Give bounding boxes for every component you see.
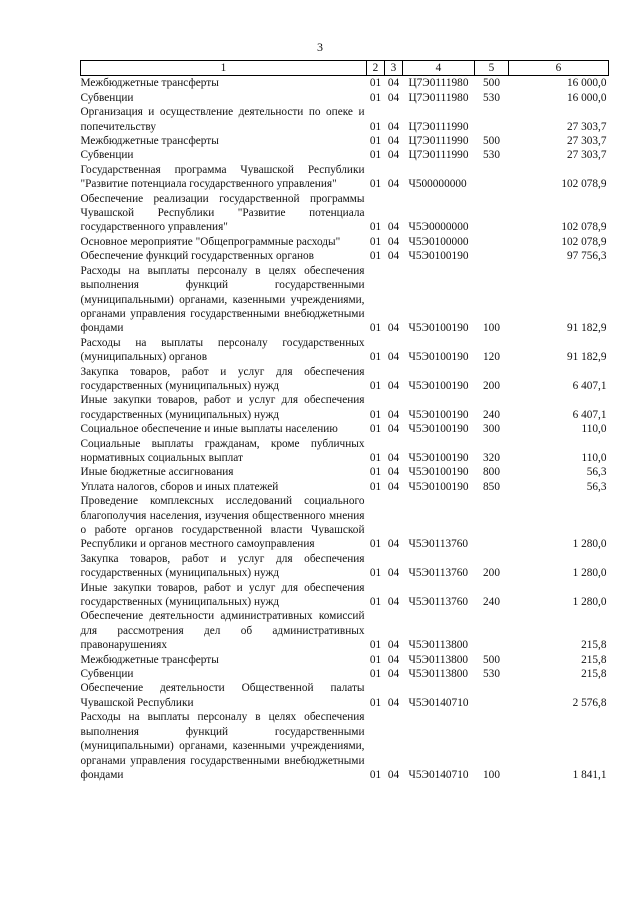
row-expense-type: 100 [483,768,500,781]
row-section: 01 [369,250,382,263]
table-row [81,494,609,552]
row-expense-type [475,163,509,192]
row-name: Субвенции [80,668,134,681]
table-row [81,581,609,610]
row-section: 01 [369,466,382,479]
table-row [81,609,609,652]
row-section: 01 [369,120,382,133]
row-amount: 2 576,8 [572,696,607,709]
row-target-code: Ч5Э0100190 [408,250,469,263]
row-name: Расходы на выплаты персоналу в целях обеспечения выполнения функций государственными (муниципальными) органами, казенными учреждениями, органами управления государственными внебюджетными фондами [80,711,365,781]
header-cell: 1 [81,61,367,76]
row-expense-type: 100 [483,322,500,335]
row-expense-type: 200 [483,379,500,392]
row-expense-type [475,609,509,652]
row-expense-type [475,249,509,263]
row-target-code: Ч5Э0100190 [408,451,469,464]
row-target-code: Ц7Э0111990 [408,149,469,162]
row-expense-type: 530 [483,91,500,104]
row-subsection: 04 [387,178,400,191]
row-name: Межбюджетные трансферты [80,135,219,148]
row-section: 01 [369,135,382,148]
row-amount: 16 000,0 [566,77,607,90]
row-section: 01 [369,567,382,580]
row-subsection: 04 [387,322,400,335]
row-subsection: 04 [387,149,400,162]
row-target-code: Ц7Э0111990 [408,120,469,133]
row-amount: 1 280,0 [572,567,607,580]
row-expense-type: 530 [483,149,500,162]
table-body [81,76,609,782]
row-amount: 27 303,7 [566,149,607,162]
row-target-code: Ц7Э0111980 [408,91,469,104]
row-expense-type: 850 [483,480,500,493]
row-section: 01 [369,696,382,709]
table-row [81,667,609,681]
header-cell: 5 [475,61,509,76]
row-section: 01 [369,653,382,666]
row-target-code: Ч5Э0100190 [408,351,469,364]
table-row [81,134,609,148]
table-row [81,336,609,365]
row-target-code: Ч5Э0100190 [408,480,469,493]
row-expense-type: 320 [483,451,500,464]
row-section: 01 [369,221,382,234]
page-number: 3 [317,40,323,54]
row-subsection: 04 [387,639,400,652]
table-row [81,480,609,494]
row-expense-type: 500 [483,135,500,148]
row-name: Обеспечение деятельности административных комиссий для рассмотрения дел об административных правонарушениях [80,610,365,652]
row-amount: 1 841,1 [572,768,607,781]
row-amount: 27 303,7 [566,120,607,133]
row-name: Государственная программа Чувашской Республики "Развитие потенциала государственного управления" [80,163,365,191]
table-row [81,552,609,581]
row-target-code: Ч500000000 [408,178,467,191]
table-row [81,465,609,479]
row-target-code: Ч5Э0000000 [408,221,469,234]
row-amount: 215,8 [581,653,607,666]
row-amount: 6 407,1 [572,379,607,392]
row-subsection: 04 [387,596,400,609]
row-name: Иные бюджетные ассигнования [80,466,234,479]
row-section: 01 [369,235,382,248]
row-subsection: 04 [387,221,400,234]
row-expense-type [475,192,509,235]
table-row [81,105,609,134]
row-name: Закупка товаров, работ и услуг для обеспечения государственных (муниципальных) нужд [80,365,365,392]
row-expense-type: 800 [483,466,500,479]
table-row [81,192,609,235]
row-target-code: Ч5Э0113800 [408,639,469,652]
row-section: 01 [369,351,382,364]
row-subsection: 04 [387,423,400,436]
row-subsection: 04 [387,135,400,148]
row-name: Организация и осуществление деятельности по опеке и попечительству [80,106,365,133]
row-section: 01 [369,480,382,493]
row-section: 01 [369,149,382,162]
row-target-code: Ч5Э0100190 [408,379,469,392]
table-row [81,422,609,436]
row-name: Иные закупки товаров, работ и услуг для обеспечения государственных (муниципальных) нужд [80,581,365,609]
header-row [81,61,609,76]
row-name: Социальное обеспечение и иные выплаты населению [80,423,338,436]
row-amount: 110,0 [581,423,607,436]
budget-table [80,60,609,782]
row-target-code: Ч5Э0113760 [408,596,469,609]
row-subsection: 04 [387,351,400,364]
row-section: 01 [369,768,382,781]
row-target-code: Ц7Э0111980 [408,77,469,90]
table-row [81,681,609,710]
row-expense-type: 500 [483,653,500,666]
table-row [81,148,609,162]
row-expense-type: 500 [483,77,500,90]
row-subsection: 04 [387,408,400,421]
row-name: Основное мероприятие "Общепрограммные расходы" [80,235,341,248]
row-name: Социальные выплаты гражданам, кроме публичных нормативных социальных выплат [80,437,365,464]
row-target-code: Ч5Э0100190 [408,408,469,421]
row-name: Закупка товаров, работ и услуг для обеспечения государственных (муниципальных) нужд [80,552,365,580]
row-amount: 91 182,9 [566,322,607,335]
row-target-code: Ч5Э0113800 [408,668,469,681]
row-subsection: 04 [387,379,400,392]
row-amount: 1 280,0 [572,538,607,551]
row-section: 01 [369,379,382,392]
row-target-code: Ч5Э0140710 [408,696,469,709]
row-target-code: Ч5Э0140710 [408,768,469,781]
row-name: Иные закупки товаров, работ и услуг для обеспечения государственных (муниципальных) нужд [80,394,365,421]
row-expense-type [475,681,509,710]
row-subsection: 04 [387,451,400,464]
row-name: Проведение комплексных исследований социального благополучия населения, изучения общественного мнения о работе органов государственной власти Чувашской Республики и органов местного самоуправления [80,495,365,551]
row-target-code: Ч5Э0100190 [408,466,469,479]
row-target-code: Ц7Э0111990 [408,135,469,148]
row-expense-type [475,105,509,134]
row-subsection: 04 [387,77,400,90]
row-subsection: 04 [387,250,400,263]
row-amount: 102 078,9 [561,178,607,191]
row-amount: 102 078,9 [561,221,607,234]
row-section: 01 [369,77,382,90]
row-expense-type [475,494,509,552]
row-subsection: 04 [387,768,400,781]
row-subsection: 04 [387,466,400,479]
row-expense-type: 300 [483,423,500,436]
row-section: 01 [369,178,382,191]
row-amount: 6 407,1 [572,408,607,421]
row-section: 01 [369,639,382,652]
row-subsection: 04 [387,538,400,551]
row-section: 01 [369,91,382,104]
row-section: 01 [369,451,382,464]
table-row [81,710,609,782]
row-target-code: Ч5Э0100190 [408,322,469,335]
row-amount: 215,8 [581,639,607,652]
row-name: Расходы на выплаты персоналу в целях обеспечения выполнения функций государственными (муниципальными) органами, казенными учреждениями, органами управления государственными внебюджетными фондами [80,264,365,335]
row-expense-type: 240 [483,408,500,421]
row-name: Уплата налогов, сборов и иных платежей [80,480,279,493]
row-expense-type: 530 [483,668,500,681]
row-name: Обеспечение реализации государственной программы Чувашской Республики "Развитие потенциала государственного управления" [80,192,365,234]
row-name: Межбюджетные трансферты [80,77,219,90]
row-subsection: 04 [387,653,400,666]
row-amount: 97 756,3 [566,250,607,263]
row-target-code: Ч5Э0100000 [408,235,469,248]
row-subsection: 04 [387,668,400,681]
row-name: Расходы на выплаты персоналу государственных (муниципальных) органов [80,336,365,364]
row-amount: 215,8 [581,668,607,681]
row-amount: 102 078,9 [561,235,607,248]
table-row [81,91,609,105]
row-target-code: Ч5Э0113800 [408,653,469,666]
row-expense-type: 200 [483,567,500,580]
row-subsection: 04 [387,91,400,104]
table-row [81,437,609,466]
row-amount: 27 303,7 [566,135,607,148]
table-row [81,249,609,263]
row-amount: 91 182,9 [566,351,607,364]
table-row [81,264,609,336]
row-name: Межбюджетные трансферты [80,653,219,666]
row-target-code: Ч5Э0113760 [408,538,469,551]
row-subsection: 04 [387,696,400,709]
row-amount: 110,0 [581,451,607,464]
header-cell: 4 [403,61,475,76]
row-target-code: Ч5Э0100190 [408,423,469,436]
table-row [81,163,609,192]
header-cell: 6 [509,61,609,76]
row-amount: 56,3 [586,466,607,479]
row-amount: 16 000,0 [566,91,607,104]
row-name: Обеспечение функций государственных органов [80,250,315,263]
row-subsection: 04 [387,567,400,580]
row-section: 01 [369,423,382,436]
row-name: Субвенции [80,91,134,104]
row-name: Субвенции [80,149,134,162]
table-row [81,235,609,249]
table-row [81,653,609,667]
row-section: 01 [369,322,382,335]
row-subsection: 04 [387,235,400,248]
row-expense-type: 240 [483,596,500,609]
row-section: 01 [369,408,382,421]
table-row [81,365,609,394]
row-section: 01 [369,668,382,681]
row-name: Обеспечение деятельности Общественной палаты Чувашской Республики [80,682,365,709]
row-expense-type [475,235,509,249]
row-section: 01 [369,596,382,609]
row-section: 01 [369,538,382,551]
row-expense-type: 120 [483,351,500,364]
header-cell: 2 [367,61,385,76]
row-subsection: 04 [387,120,400,133]
table-row [81,76,609,91]
row-subsection: 04 [387,480,400,493]
table-row [81,393,609,422]
header-cell: 3 [385,61,403,76]
row-target-code: Ч5Э0113760 [408,567,469,580]
row-amount: 56,3 [586,480,607,493]
row-amount: 1 280,0 [572,596,607,609]
